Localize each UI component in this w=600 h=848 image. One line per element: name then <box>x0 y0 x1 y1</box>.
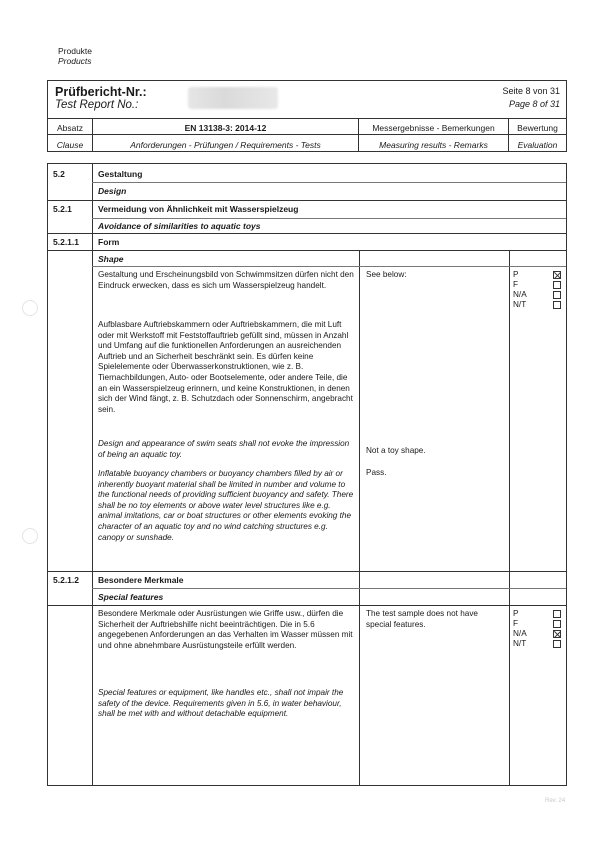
shape-eval-na-checkbox[interactable] <box>553 291 561 299</box>
special-eval-p-checkbox[interactable] <box>553 610 561 618</box>
col-requirements: EN 13138-3: 2014-12 Anforderungen - Prüfungen / Requirements - Tests <box>93 118 359 151</box>
section-heading-shape-en: Shape <box>98 254 124 264</box>
revision-mark: Rev. 24 <box>545 798 566 804</box>
punch-hole-mark <box>22 300 38 316</box>
clause-5-2-1-2: 5.2.1.2 <box>53 575 79 585</box>
shape-requirement-en-2: Inflatable buoyancy chambers or buoyancy chambers filled by air or inherently buoyant material shall be limited in number and volume to the functional needs of providing sufficient buoyancy and safety. There shall be no toy elements or above water level structures like e.g. animal imitations, car or boat structures or other elements evoking the character of an aquatic toy and no wind catching structures e.g. canopy or sunshade. <box>98 469 354 542</box>
product-label-de: Produkte <box>58 46 93 56</box>
section-heading-design-de: Gestaltung <box>98 169 143 179</box>
special-evaluation: P F N/A N/T <box>513 609 561 649</box>
product-label <box>58 46 92 66</box>
report-header <box>47 80 567 152</box>
shape-requirement-de-2: Aufblasbare Auftriebskammern oder Auftriebskammern, die mit Luft oder mit Werkstoff mit Feststoffauftrieb gefüllt sind, müssen in Anzahl und Umfang auf die funktionellen Anforderungen an ausreichenden Auftrieb und an Sicherheit beschränkt sein. Es dürfen keine Spielelemente oder Überwasserkonstruktionen, wie z. B. Tiernachbildungen, Auto- oder Bootselemente, oder andere Teile, die an ein Wasserspielzeug erinnern, und keine Konstruktionen, in denen sich der Wind fängt, z. B. Schutzdach oder Sonnenschirm, angebracht sein. <box>98 320 353 414</box>
shape-eval-f-checkbox[interactable] <box>553 281 561 289</box>
clause-5-2: 5.2 <box>53 169 65 179</box>
clause-5-2-1: 5.2.1 <box>53 204 72 214</box>
special-eval-nt-checkbox[interactable] <box>553 640 561 648</box>
col-clause: Absatz Clause <box>48 118 93 151</box>
section-heading-special-de: Besondere Merkmale <box>98 575 184 585</box>
shape-eval-p-checkbox[interactable] <box>553 271 561 279</box>
product-label-en: Products <box>58 56 92 66</box>
section-heading-special-en: Special features <box>98 592 164 602</box>
shape-eval-nt-checkbox[interactable] <box>553 301 561 309</box>
shape-requirement-en-1: Design and appearance of swim seats shall not evoke the impression of being an aquatic toy. <box>98 439 350 459</box>
special-eval-f-checkbox[interactable] <box>553 620 561 628</box>
column-headers <box>48 118 566 151</box>
page-indicator-en: Page 8 of 31 <box>508 99 560 109</box>
special-eval-na-checkbox[interactable] <box>553 630 561 638</box>
col-evaluation: Bewertung Evaluation <box>517 123 558 150</box>
report-number-title: Prüfbericht-Nr.: <box>55 85 147 99</box>
requirements-table <box>47 163 567 786</box>
section-heading-design-en: Design <box>98 186 127 196</box>
shape-result-see-below: See below: <box>366 270 407 279</box>
punch-hole-mark <box>22 528 38 544</box>
section-heading-shape-de: Form <box>98 237 120 247</box>
col-results: Messergebnisse - Bemerkungen Measuring results - Remarks <box>359 118 509 151</box>
special-requirement-en: Special features or equipment, like handles etc., shall not impair the safety of the device. Requirements given in 5.6, in water behaviour, shall be met with and without detachable equipment. <box>98 688 344 719</box>
redacted-report-number <box>188 87 278 109</box>
page-indicator: Seite 8 von 31 <box>502 86 560 96</box>
shape-evaluation: P F N/A N/T <box>513 270 561 310</box>
special-requirement-de: Besondere Merkmale oder Ausrüstungen wie Griffe usw., dürfen die Sicherheit der Auftriebshilfe nicht beeinträchtigen. Die in 5.6 angegebenen Anforderungen an das Verhalten im Wasser müssen mit und ohne abnehmbare Ausrüstungsteile erfüllt werden. <box>98 609 353 650</box>
clause-5-2-1-1: 5.2.1.1 <box>53 237 79 247</box>
section-heading-aquatic-en: Avoidance of similarities to aquatic toys <box>98 221 261 231</box>
report-header-title-row <box>48 81 566 119</box>
shape-result-pass: Pass. <box>366 468 387 477</box>
shape-requirement-de-1: Gestaltung und Erscheinungsbild von Schwimmsitzen dürfen nicht den Eindruck erwecken, dass es sich um Wasserspielzeug handelt. <box>98 270 354 290</box>
shape-result-not-toy: Not a toy shape. <box>366 446 426 455</box>
report-number-title-en: Test Report No.: <box>55 99 139 111</box>
section-heading-aquatic-de: Vermeidung von Ähnlichkeit mit Wasserspielzeug <box>98 204 299 214</box>
special-result: The test sample does not have special features. <box>366 609 478 629</box>
